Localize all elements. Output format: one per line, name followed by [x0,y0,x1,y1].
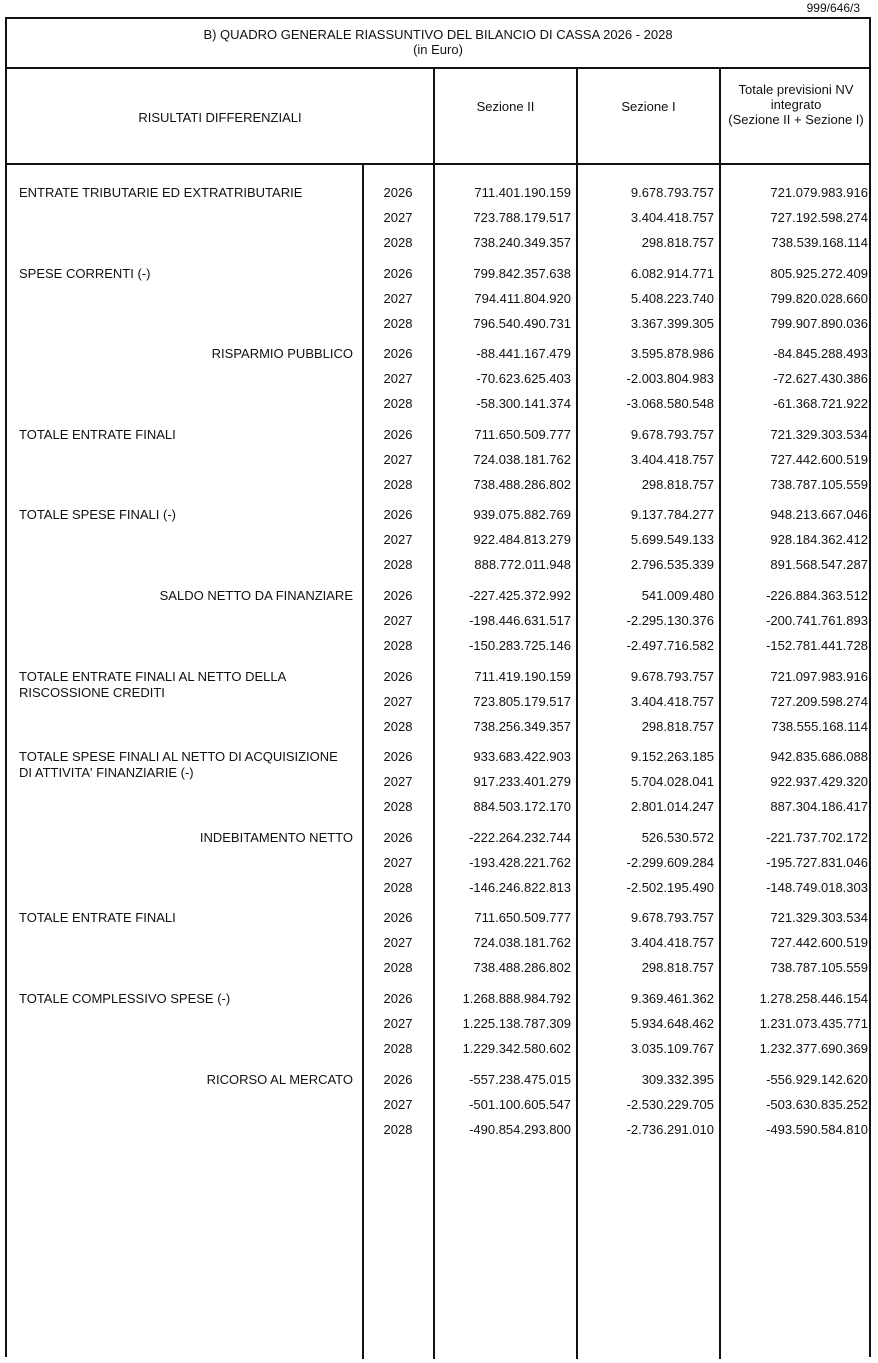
year-cell: 2026 [383,507,413,523]
value-totale: -61.368.721.922 [773,396,868,412]
value-sezione-i: 309.332.395 [641,1071,714,1087]
value-totale: 738.787.105.559 [770,476,868,492]
year-cell: 2028 [383,1041,413,1056]
value-totale: 721.329.303.534 [770,426,868,442]
value-sezione-i: 9.137.784.277 [630,507,714,523]
row-group-label [19,749,359,781]
row-group-label [19,830,353,846]
value-totale: -493.590.584.810 [766,1121,868,1137]
value-sezione-i: -2.736.291.010 [626,1121,714,1137]
year-cell: 2026 [383,829,413,845]
row-group-label-line: TOTALE SPESE FINALI AL NETTO DI ACQUISIZIONE [19,749,338,765]
row-group-label-line: SPESE CORRENTI (-) [19,265,151,281]
row-group-label-line: RISPARMIO PUBBLICO [211,346,353,362]
value-sezione-ii: 711.650.509.777 [474,910,571,926]
value-totale: 928.184.362.412 [770,532,868,548]
year-cell: 2028 [383,718,413,734]
value-sezione-i: 298.818.757 [641,718,714,734]
value-sezione-ii: -501.100.605.547 [469,1096,571,1112]
value-sezione-i: 5.699.549.133 [630,532,714,548]
value-totale: -200.741.761.893 [766,613,868,628]
value-sezione-ii: -146.246.822.813 [469,879,571,895]
column-divider [719,69,721,1359]
value-sezione-i: 298.818.757 [641,960,714,976]
value-sezione-ii: -70.623.625.403 [476,371,571,387]
row-group-label [19,346,353,362]
year-cell: 2028 [383,557,413,573]
value-totale: -72.627.430.386 [773,371,868,387]
table-title [7,19,869,69]
value-sezione-ii: 711.419.190.159 [474,668,571,684]
value-sezione-ii: 738.256.349.357 [473,718,571,734]
year-cell: 2027 [383,290,413,306]
value-totale: 891.568.547.287 [770,557,868,573]
value-sezione-ii: 738.488.286.802 [473,960,571,976]
value-sezione-ii: 1.229.342.580.602 [462,1041,571,1056]
year-cell: 2028 [383,315,413,331]
year-cell: 2028 [383,235,413,250]
value-sezione-i: 541.009.480 [641,588,714,603]
value-sezione-i: 2.796.535.339 [630,557,714,573]
value-totale: -84.845.288.493 [773,346,868,362]
value-totale: -148.749.018.303 [766,879,868,895]
year-cell: 2028 [383,879,413,895]
year-cell: 2026 [383,346,413,362]
year-cell: 2027 [383,532,413,548]
value-sezione-i: 3.404.418.757 [630,210,714,225]
value-sezione-ii: 917.233.401.279 [473,774,571,790]
row-group-label [19,185,359,201]
header-risultati [7,69,433,165]
value-sezione-i: -3.068.580.548 [626,396,714,412]
value-sezione-ii: 724.038.181.762 [473,935,571,951]
value-sezione-ii: 933.683.422.903 [473,749,571,765]
value-totale: 727.209.598.274 [770,693,868,709]
value-sezione-i: 3.035.109.767 [630,1041,714,1056]
row-group-label-line: RICORSO AL MERCATO [206,1071,353,1087]
value-sezione-i: -2.003.804.983 [626,371,714,387]
value-sezione-ii: 939.075.882.769 [473,507,571,523]
value-sezione-i: -2.299.609.284 [626,854,714,870]
header-col1: Sezione II [476,99,535,114]
header-totale [721,69,871,165]
value-sezione-ii: 799.842.357.638 [473,265,571,281]
row-group-label-line: TOTALE SPESE FINALI (-) [19,507,176,523]
header-row [7,69,869,165]
year-cell: 2026 [383,265,413,281]
row-group-label-line: TOTALE ENTRATE FINALI [19,426,176,442]
value-sezione-i: 3.595.878.986 [630,346,714,362]
row-group-label-line: INDEBITAMENTO NETTO [199,829,353,845]
year-cell: 2028 [383,638,413,653]
value-totale: 1.278.258.446.154 [759,991,868,1006]
value-sezione-i: 5.408.223.740 [630,290,714,306]
value-sezione-i: -2.530.229.705 [626,1096,714,1112]
value-sezione-i: 9.678.793.757 [630,185,714,200]
value-totale: 1.231.073.435.771 [759,1016,868,1031]
value-totale: 727.442.600.519 [770,451,868,467]
column-divider [362,165,364,1359]
value-sezione-i: -2.497.716.582 [626,638,714,653]
year-cell: 2028 [383,396,413,412]
row-group-label-line: RISCOSSIONE CREDITI [19,684,165,700]
year-cell: 2027 [383,854,413,870]
value-sezione-i: 5.934.648.462 [630,1016,714,1031]
value-sezione-i: 526.530.572 [641,829,714,845]
value-sezione-ii: 796.540.490.731 [473,315,571,331]
row-group-label-line: SALDO NETTO DA FINANZIARE [159,588,353,603]
value-sezione-ii: 1.268.888.984.792 [462,991,571,1006]
header-col3-line2: integrato [770,97,822,112]
year-cell: 2026 [383,426,413,442]
value-sezione-ii: 738.240.349.357 [473,235,571,250]
value-sezione-i: 9.678.793.757 [630,426,714,442]
row-group-label-line: DI ATTIVITA' FINANZIARIE (-) [19,765,194,781]
value-sezione-ii: 724.038.181.762 [473,451,571,467]
value-totale: -195.727.831.046 [766,854,868,870]
value-sezione-ii: 884.503.172.170 [473,799,571,815]
year-cell: 2028 [383,960,413,976]
year-cell: 2028 [383,476,413,492]
value-totale: 805.925.272.409 [770,265,868,281]
value-sezione-i: 9.678.793.757 [630,910,714,926]
value-sezione-ii: -150.283.725.146 [469,638,571,653]
row-group-label-line: TOTALE COMPLESSIVO SPESE (-) [19,991,231,1006]
header-label: RISULTATI DIFFERENZIALI [138,109,302,125]
value-totale: 799.907.890.036 [770,315,868,331]
row-group-label [19,266,359,282]
row-group-label-line: TOTALE ENTRATE FINALI [19,910,176,926]
summary-table [5,17,871,1357]
year-cell: 2027 [383,451,413,467]
year-cell: 2027 [383,210,413,225]
value-sezione-ii: -557.238.475.015 [469,1071,571,1087]
row-group-label [19,427,359,443]
year-cell: 2028 [383,1121,413,1137]
column-divider [433,69,435,1359]
value-sezione-i: 298.818.757 [641,235,714,250]
value-totale: 942.835.686.088 [770,749,868,765]
value-totale: 887.304.186.417 [770,799,868,815]
value-sezione-ii: -490.854.293.800 [469,1121,571,1137]
year-cell: 2027 [383,693,413,709]
value-sezione-ii: 888.772.011.948 [474,557,571,573]
row-group-label [19,910,359,926]
value-sezione-i: 3.404.418.757 [630,693,714,709]
year-cell: 2026 [383,991,413,1006]
value-totale: 721.097.983.916 [770,668,868,684]
value-totale: 922.937.429.320 [770,774,868,790]
year-cell: 2028 [383,799,413,815]
header-col3-line1: Totale previsioni NV [738,82,854,97]
value-totale: 738.539.168.114 [771,235,868,250]
header-sezione-ii [435,69,576,165]
value-sezione-i: 9.152.263.185 [630,749,714,765]
value-totale: -152.781.441.728 [766,638,868,653]
value-sezione-ii: 723.805.179.517 [473,693,571,709]
row-group-label-line: TOTALE ENTRATE FINALI AL NETTO DELLA [19,668,287,684]
row-group-label [19,669,359,701]
value-sezione-ii: -222.264.232.744 [469,829,571,845]
value-sezione-ii: 1.225.138.787.309 [462,1016,571,1031]
value-sezione-ii: 738.488.286.802 [473,476,571,492]
value-totale: 727.192.598.274 [770,210,868,225]
value-sezione-ii: 711.650.509.777 [474,426,571,442]
title-line: B) QUADRO GENERALE RIASSUNTIVO DEL BILANCIO DI CASSA 2026 - 2028 [203,27,673,42]
value-sezione-i: 5.704.028.041 [630,774,714,790]
row-group-label-line: ENTRATE TRIBUTARIE ED EXTRATRIBUTARIE [19,185,303,200]
value-totale: 948.213.667.046 [770,507,868,523]
value-sezione-i: 3.404.418.757 [630,935,714,951]
row-group-label [19,991,359,1007]
value-sezione-ii: -193.428.221.762 [469,854,571,870]
value-totale: 727.442.600.519 [770,935,868,951]
title-unit: (in Euro) [413,42,463,57]
value-sezione-ii: 794.411.804.920 [474,290,571,306]
value-sezione-ii: 711.401.190.159 [474,185,571,200]
value-sezione-i: 9.369.461.362 [630,991,714,1006]
year-cell: 2027 [383,1096,413,1112]
value-totale: 721.329.303.534 [770,910,868,926]
value-totale: 1.232.377.690.369 [759,1041,868,1056]
year-cell: 2027 [383,774,413,790]
year-cell: 2027 [383,1016,413,1031]
year-cell: 2026 [383,668,413,684]
year-cell: 2026 [383,910,413,926]
value-sezione-ii: -227.425.372.992 [469,588,571,603]
year-cell: 2027 [383,371,413,387]
value-sezione-i: 9.678.793.757 [630,668,714,684]
value-totale: -226.884.363.512 [766,588,868,603]
row-group-label [19,507,359,523]
header-sezione-i [578,69,719,165]
value-totale: 738.787.105.559 [770,960,868,976]
value-totale: -503.630.835.252 [766,1096,868,1112]
row-group-label [19,1072,353,1088]
value-sezione-i: 3.367.399.305 [630,315,714,331]
value-totale: 721.079.983.916 [770,185,868,200]
value-sezione-i: 3.404.418.757 [630,451,714,467]
value-sezione-i: 6.082.914.771 [630,265,714,281]
value-sezione-i: 2.801.014.247 [630,799,714,815]
value-sezione-ii: 922.484.813.279 [473,532,571,548]
row-group-label [19,588,353,604]
value-sezione-ii: 723.788.179.517 [473,210,571,225]
year-cell: 2026 [383,1071,413,1087]
value-sezione-ii: -58.300.141.374 [476,396,571,412]
value-totale: -556.929.142.620 [766,1071,868,1087]
value-sezione-i: 298.818.757 [641,476,714,492]
value-sezione-i: -2.295.130.376 [626,613,714,628]
document-reference: 999/646/3 [806,1,860,15]
value-totale: 738.555.168.114 [771,718,868,734]
value-totale: -221.737.702.172 [766,829,868,845]
value-sezione-i: -2.502.195.490 [626,879,714,895]
year-cell: 2027 [383,613,413,628]
column-divider [576,69,578,1359]
year-cell: 2026 [383,185,413,200]
header-col2: Sezione I [621,99,676,114]
year-cell: 2026 [383,588,413,603]
value-totale: 799.820.028.660 [770,290,868,306]
year-cell: 2027 [383,935,413,951]
year-cell: 2026 [383,749,413,765]
header-col3-line3: (Sezione II + Sezione I) [728,112,864,127]
value-sezione-ii: -198.446.631.517 [469,613,571,628]
value-sezione-ii: -88.441.167.479 [476,346,571,362]
